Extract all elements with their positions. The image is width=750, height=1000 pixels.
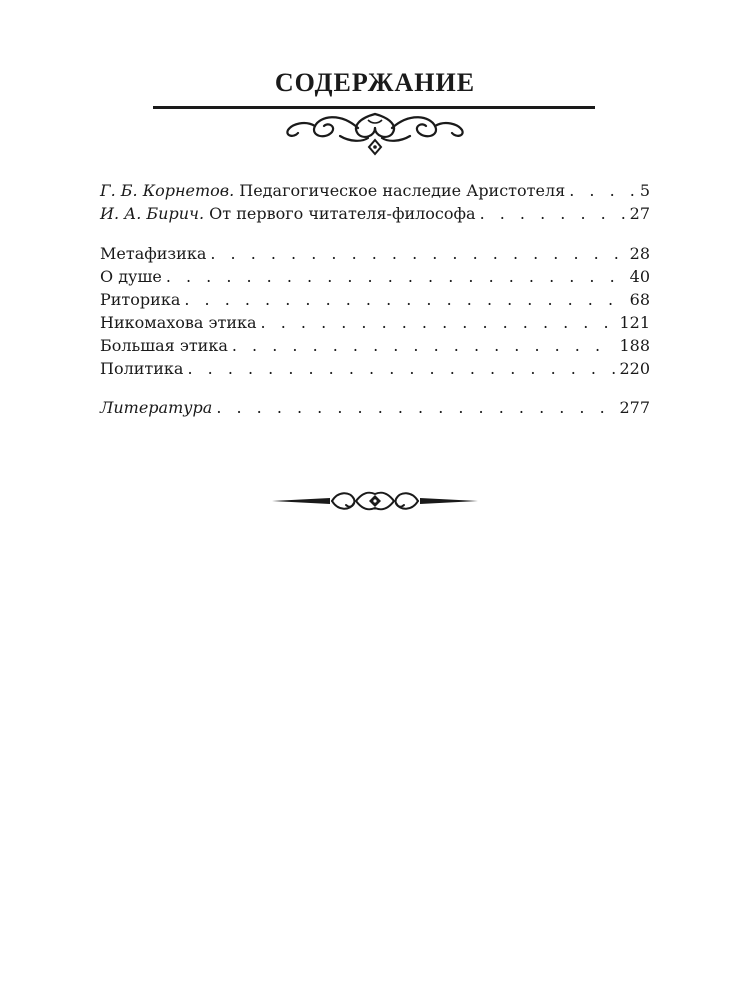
dot-leader	[480, 202, 626, 225]
page-title: СОДЕРЖАНИЕ	[274, 68, 476, 97]
table-of-contents	[100, 179, 650, 419]
toc-entry[interactable]: Г. Б. Корнетов. Педагогическое наследие Аристотеля . . . 5	[100, 179, 650, 202]
page-number: 121	[619, 313, 650, 332]
dot-leader	[261, 311, 616, 334]
page-number: 277	[619, 398, 650, 417]
spacer	[100, 380, 650, 396]
toc-entry[interactable]: Никомахова этика . . . 121	[100, 311, 650, 334]
toc-entry[interactable]: О душе . . . 40	[100, 265, 650, 288]
toc-entry[interactable]: И. А. Бирич. От первого читателя-философа . . . 27	[100, 202, 650, 225]
toc-entry[interactable]: Политика . . . 220	[100, 357, 650, 380]
page-number: 188	[619, 336, 650, 355]
dot-leader	[569, 179, 636, 202]
page-number: 220	[619, 359, 650, 378]
dot-leader	[210, 242, 625, 265]
flourish-ornament-icon	[280, 106, 470, 156]
page-number: 27	[629, 204, 650, 223]
toc-entry[interactable]: Риторика . . . 68	[100, 288, 650, 311]
page-number: 5	[639, 181, 650, 200]
end-flourish-icon	[270, 485, 480, 517]
page-number: 68	[629, 290, 650, 309]
spacer	[100, 225, 650, 242]
dot-leader	[232, 334, 616, 357]
dot-leader	[166, 265, 626, 288]
dot-leader	[187, 357, 615, 380]
page-number: 28	[629, 244, 650, 263]
page-number: 40	[629, 267, 650, 286]
toc-entry[interactable]: Литература . . . 277	[100, 396, 650, 419]
dot-leader	[216, 396, 615, 419]
dot-leader	[184, 288, 625, 311]
toc-entry[interactable]: Метафизика . . . 28	[100, 242, 650, 265]
toc-entry[interactable]: Большая этика . . . 188	[100, 334, 650, 357]
